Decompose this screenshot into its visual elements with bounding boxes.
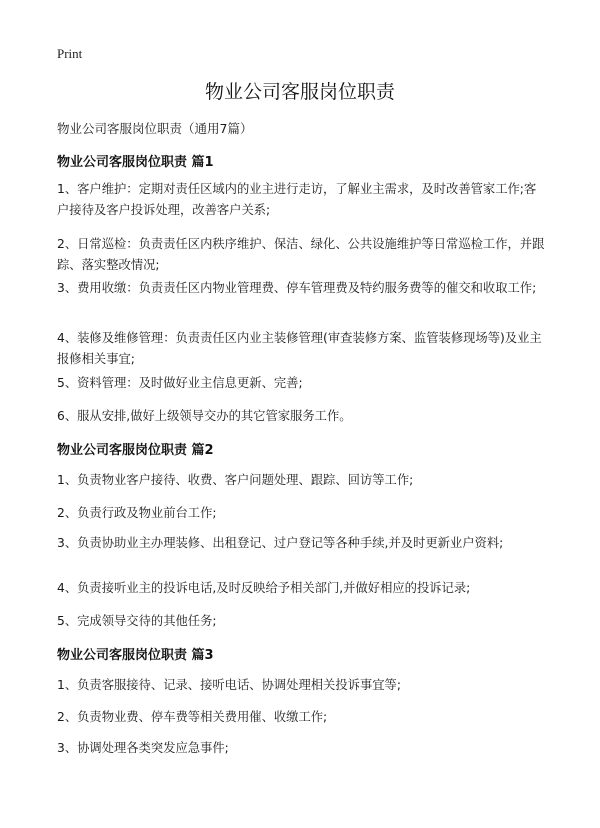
list-item: 4、负责接听业主的投诉电话,及时反映给予相关部门,并做好相应的投诉记录; [57, 581, 471, 595]
list-item: 3、负责协助业主办理装修、出租登记、过户登记等各种手续,并及时更新业户资料; [57, 536, 504, 550]
section-heading-1: 物业公司客服岗位职责 篇1 [57, 155, 214, 170]
list-item: 3、协调处理各类突发应急事件; [57, 741, 229, 755]
list-item: 2、日常巡检：负责责任区内秩序维护、保洁、绿化、公共设施维护等日常巡检工作，并跟踪、落实整改情况; [57, 237, 545, 272]
page-subtitle: 物业公司客服岗位职责（通用7篇） [57, 121, 253, 136]
section-heading-2: 物业公司客服岗位职责 篇2 [57, 443, 214, 458]
list-item: 1、负责客服接待、记录、接听电话、协调处理相关投诉事宜等; [57, 678, 401, 692]
list-item: 6、服从安排,做好上级领导交办的其它管家服务工作。 [57, 409, 352, 423]
list-item: 3、费用收缴：负责责任区内物业管理费、停车管理费及特约服务费等的催交和收取工作; [57, 281, 537, 295]
list-item: 4、装修及维修管理：负责责任区内业主装修管理(审查装修方案、监管装修现场等)及业主报修相关事宜; [57, 331, 542, 366]
list-item: 1、客户维护：定期对责任区域内的业主进行走访，了解业主需求，及时改善管家工作;客户接待及客户投诉处理，改善客户关系; [57, 182, 537, 217]
list-item: 5、完成领导交待的其他任务; [57, 614, 217, 628]
list-item: 2、负责物业费、停车费等相关费用催、收缴工作; [57, 710, 328, 724]
print-link[interactable]: Print [57, 46, 83, 61]
list-item: 1、负责物业客户接待、收费、客户问题处理、跟踪、回访等工作; [57, 473, 414, 487]
page-title: 物业公司客服岗位职责 [204, 81, 395, 103]
section-heading-3: 物业公司客服岗位职责 篇3 [57, 648, 214, 663]
list-item: 2、负责行政及物业前台工作; [57, 506, 217, 520]
list-item: 5、资料管理：及时做好业主信息更新、完善; [57, 376, 303, 390]
